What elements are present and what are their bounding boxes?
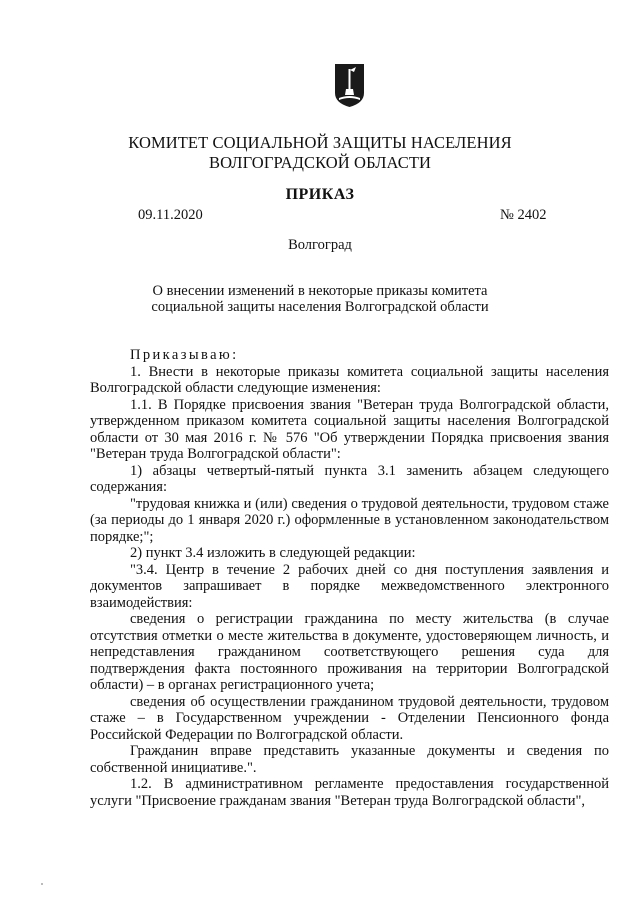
scan-speck: [41, 883, 43, 885]
volgograd-coat-of-arms-icon: [334, 63, 365, 108]
org-name-line2: ВОЛГОГРАДСКОЙ ОБЛАСТИ: [208, 153, 432, 172]
paragraph-1-1-1: 1) абзацы четвертый-пятый пункта 3.1 заменить абзацем следующего содержания:: [90, 462, 609, 495]
order-city: Волгоград: [288, 237, 352, 253]
order-date: 09.11.2020: [138, 207, 203, 223]
subject-line2: социальной защиты населения Волгоградской области: [151, 299, 489, 315]
paragraph-1-1: 1.1. В Порядке присвоения звания "Ветеран труда Волгоградской области, утвержденном приказом комитета социальной защиты населения Волгоградской области от 30 мая 2016 г. № 576 "Об утверждении Порядка присвоения звания "Ветеран труда Волгоградской области":: [90, 396, 609, 462]
order-number: № 2402: [500, 207, 547, 223]
org-name-line1: КОМИТЕТ СОЦИАЛЬНОЙ ЗАЩИТЫ НАСЕЛЕНИЯ: [128, 133, 512, 152]
order-body: [90, 347, 609, 809]
quote-2: "3.4. Центр в течение 2 рабочих дней со дня поступления заявления и документов запрашивает в порядке межведомственного электронного взаимодействия:: [90, 561, 609, 611]
quote-1: "трудовая книжка и (или) сведения о трудовой деятельности, трудовом стаже (за периоды до 1 января 2020 г.) оформленные в установленном законодательством порядке;";: [90, 495, 609, 545]
paragraph-1: 1. Внести в некоторые приказы комитета социальной защиты населения Волгоградской области следующие изменения:: [90, 363, 609, 396]
quote-3: сведения о регистрации гражданина по месту жительства (в случае отсутствия отметки о месте жительства в документе, удостоверяющем личность, и непредставления гражданином соответствующего решения суда для подтверждения факта постоянного проживания на территории Волгоградской области) – в органах регистрационного учета;: [90, 611, 609, 693]
paragraph-1-1-2: 2) пункт 3.4 изложить в следующей редакции:: [130, 545, 416, 561]
quote-4: сведения об осуществлении гражданином трудовой деятельности, трудовом стаже – в Государственном учреждении - Отделении Пенсионного фонда Российской Федерации по Волгоградской области.: [90, 693, 609, 743]
subject-line1: О внесении изменений в некоторые приказы комитета: [152, 283, 488, 299]
paragraph-1-2: 1.2. В административном регламенте предоставления государственной услуги "Присвоение гражданам звания "Ветеран труда Волгоградской области",: [90, 776, 609, 809]
doc-type-title: ПРИКАЗ: [285, 186, 355, 203]
order-word: Приказываю:: [130, 347, 239, 363]
quote-5: Гражданин вправе представить указанные документы и сведения по собственной инициативе.".: [90, 743, 609, 776]
